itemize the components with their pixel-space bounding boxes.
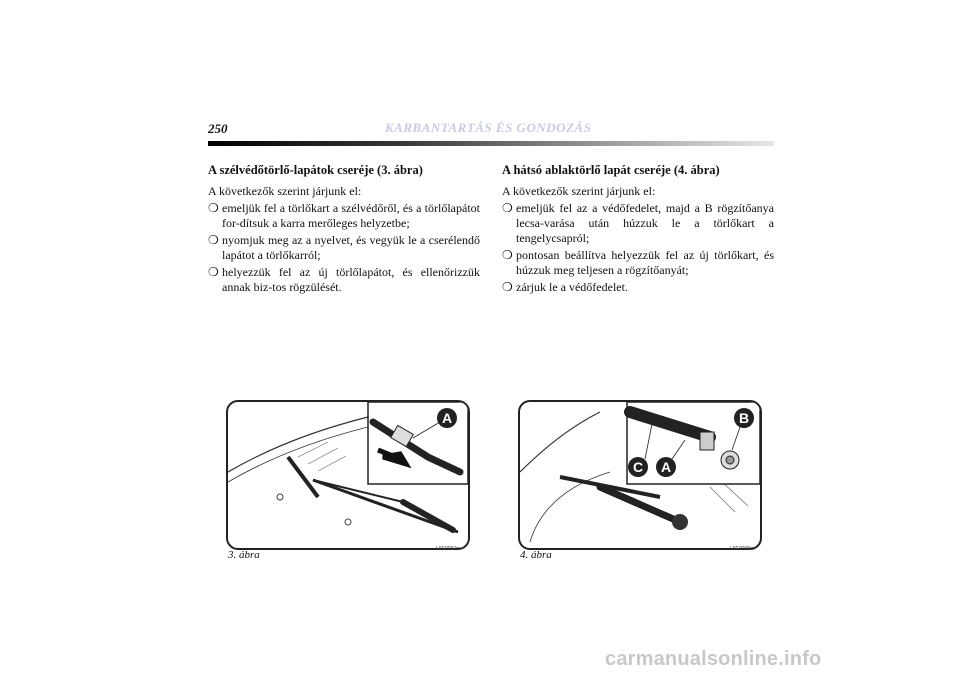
bullet-circle-icon: ❍ — [502, 248, 513, 262]
figure-caption: 3. ábra — [228, 549, 260, 561]
header-rule — [208, 141, 774, 146]
figure-code: L0E0097m — [436, 546, 461, 552]
callout-a-label: A — [441, 410, 453, 426]
section-heading-windscreen: A szélvédőtörlő-lapátok cseréje (3. ábra) — [208, 163, 423, 177]
intro-text: A következők szerint járjunk el: — [502, 184, 656, 198]
bullet-circle-icon: ❍ — [502, 280, 513, 294]
callout-b-label: B — [738, 410, 750, 426]
figure-caption: 4. ábra — [520, 549, 552, 561]
bullet-list — [208, 201, 480, 295]
intro-text: A következők szerint járjunk el: — [208, 184, 362, 198]
bullet-circle-icon: ❍ — [502, 201, 513, 215]
bullet-circle-icon: ❍ — [208, 265, 219, 279]
list-item — [502, 280, 774, 295]
figure-3-windscreen-wiper — [226, 400, 470, 550]
list-item-text: emeljük fel az a védőfedelet, majd a B rögzítőanya lecsa-varása után húzzuk le a törlőkart a tengelycsapról; — [516, 201, 774, 245]
rear-wiper-illustration — [520, 402, 760, 548]
section-heading-rear-wiper: A hátsó ablaktörlő lapát cseréje (4. ábra) — [502, 163, 720, 177]
list-item-text: zárjuk le a védőfedelet. — [516, 280, 628, 294]
list-item — [208, 265, 480, 295]
list-item-text: pontosan beállítva helyezzük fel az új törlőkart, és húzzuk meg teljesen a rögzítőanyát; — [516, 248, 774, 277]
callout-c-label: C — [632, 459, 644, 475]
site-watermark: carmanualsonline.info — [605, 648, 822, 670]
list-item — [502, 248, 774, 278]
list-item-text: emeljük fel a törlőkart a szélvédőről, és a törlőlapátot for-dítsuk a karra merőleges helyzetbe; — [222, 201, 480, 230]
figure-4-rear-wiper — [518, 400, 762, 550]
running-head: KARBANTARTÁS ÉS GONDOZÁS — [385, 120, 592, 135]
callout-a-label: A — [660, 459, 672, 475]
list-item-text: helyezzük fel az új törlőlapátot, és ellenőrizzük annak biz-tos rögzülését. — [222, 265, 480, 294]
windscreen-wiper-illustration — [228, 402, 468, 548]
list-item — [502, 201, 774, 246]
bullet-circle-icon: ❍ — [208, 201, 219, 215]
left-column — [208, 163, 480, 297]
figure-code: L0E0098m — [730, 546, 755, 552]
right-column — [502, 163, 774, 297]
bullet-list — [502, 201, 774, 295]
list-item — [208, 201, 480, 231]
list-item-text: nyomjuk meg az a nyelvet, és vegyük le a cserélendő lapátot a törlőkarról; — [222, 233, 480, 262]
page-number: 250 — [208, 121, 228, 136]
bullet-circle-icon: ❍ — [208, 233, 219, 247]
list-item — [208, 233, 480, 263]
